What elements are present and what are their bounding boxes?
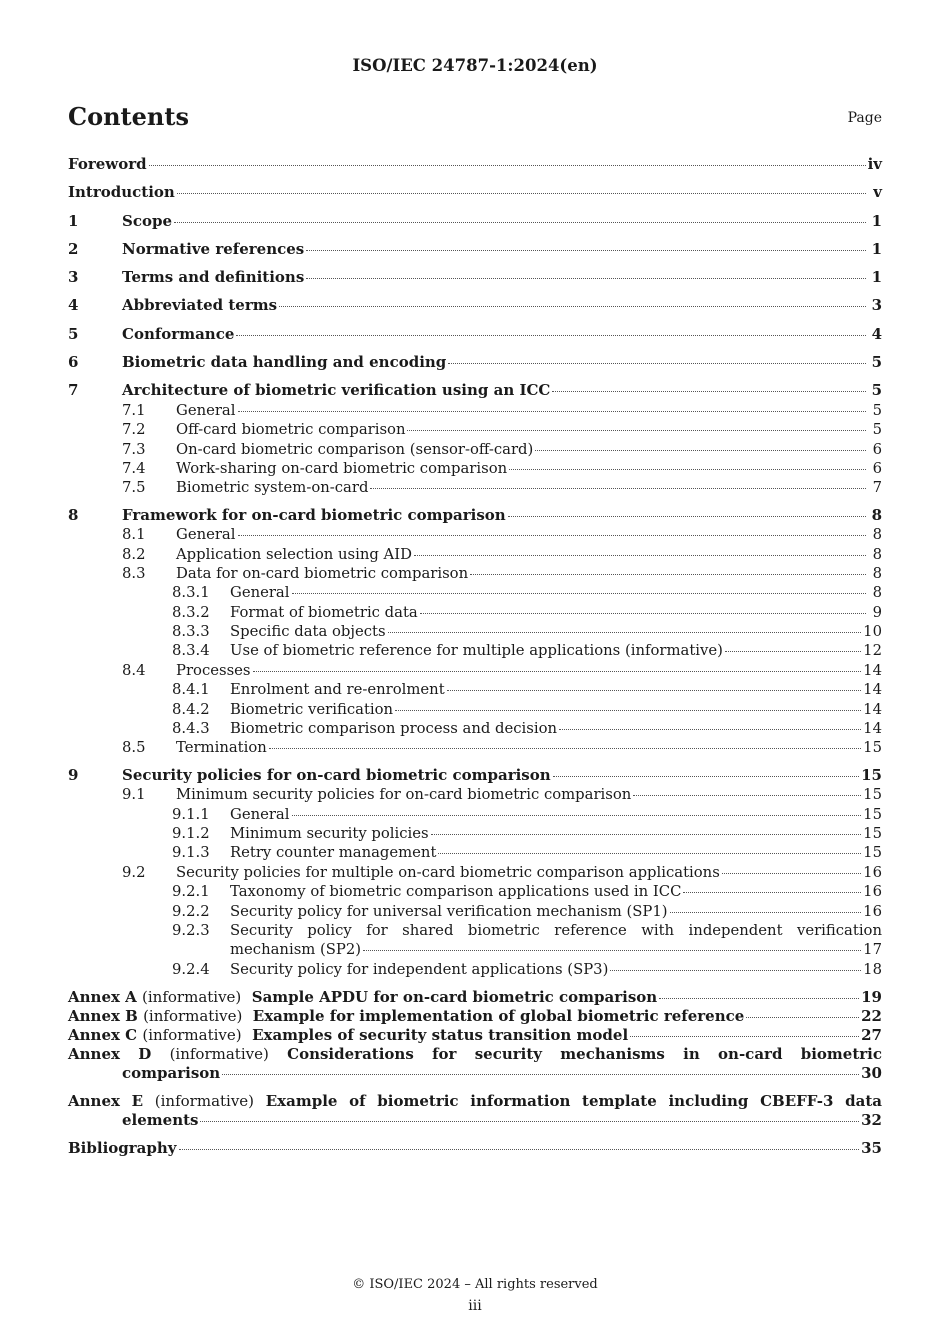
toc-number: 6	[68, 353, 79, 372]
toc-page: 35	[861, 1139, 882, 1158]
toc-entry-8-1[interactable]	[68, 525, 882, 544]
annex-kind: (informative)	[169, 1045, 269, 1064]
toc-number: 9.1.1	[172, 805, 210, 823]
dot-leader	[253, 670, 862, 672]
toc-number: 9.2	[122, 863, 146, 881]
contents-heading: Contents	[68, 102, 189, 131]
toc-title: Abbreviated terms	[122, 296, 278, 315]
toc-number: 8.2	[122, 545, 146, 563]
toc-number: 4	[68, 296, 79, 315]
toc-entry-9-1-1[interactable]	[68, 805, 882, 824]
toc-number: 3	[68, 268, 79, 287]
toc-title: Security policy for independent applications (SP3)	[230, 960, 609, 978]
toc-title: Conformance	[122, 324, 235, 343]
toc-number: 9.1.3	[172, 844, 210, 862]
toc-number: 8.4	[122, 661, 146, 679]
toc-entry-introduction[interactable]	[68, 183, 882, 211]
toc-number: 7.4	[122, 459, 146, 477]
annex-kind: (informative)	[142, 1026, 242, 1045]
toc-entry-bibliography[interactable]	[68, 1139, 882, 1167]
dot-leader	[470, 573, 866, 575]
toc-entry-9[interactable]	[68, 766, 882, 785]
dot-leader	[438, 852, 861, 854]
toc-entry-annex-e[interactable]	[68, 1092, 882, 1130]
toc-entry-8-4-1[interactable]	[68, 680, 882, 699]
dot-leader	[535, 449, 866, 451]
toc-entry-8-4-3[interactable]	[68, 719, 882, 738]
toc-entry-annex-d[interactable]	[68, 1045, 882, 1083]
dot-leader	[238, 410, 867, 412]
toc-number: 8.4.1	[172, 681, 210, 699]
toc-page: 32	[861, 1111, 882, 1130]
toc-page: 14	[863, 700, 882, 718]
toc-page: 8	[871, 505, 882, 524]
toc-title: Taxonomy of biometric comparison applications used in ICC	[230, 883, 682, 901]
toc-title: On-card biometric comparison (sensor-off-card)	[176, 440, 534, 458]
dot-leader	[610, 969, 861, 971]
toc-number: 2	[68, 239, 79, 258]
toc-number: 8.5	[122, 739, 146, 757]
dot-leader	[420, 612, 866, 614]
dot-leader	[447, 689, 862, 691]
toc-page: 16	[863, 902, 882, 920]
toc-title: Foreword	[68, 155, 147, 173]
toc-number: 9	[68, 765, 79, 784]
toc-title: Introduction	[68, 183, 175, 202]
toc-entry-9-1[interactable]	[68, 785, 882, 804]
toc-entry-8-2[interactable]	[68, 545, 882, 564]
toc-page: 14	[863, 720, 882, 738]
page-number: iii	[468, 1298, 482, 1314]
toc-title: Bibliography	[68, 1139, 177, 1158]
toc-title: Security policy for universal verification mechanism (SP1)	[230, 902, 668, 920]
dot-leader	[149, 164, 866, 166]
dot-leader	[722, 872, 861, 874]
dot-leader	[279, 305, 866, 307]
toc-title: Security policies for on-card biometric comparison	[122, 765, 551, 784]
toc-number: 5	[68, 324, 79, 343]
toc-entry-9-1-2[interactable]	[68, 824, 882, 843]
toc-page: 5	[872, 421, 882, 439]
toc-page: 30	[861, 1064, 882, 1083]
toc-title: Biometric system-on-card	[176, 479, 369, 497]
dot-leader	[200, 1120, 859, 1122]
toc-number: 8.1	[122, 526, 146, 544]
dot-leader	[388, 631, 862, 633]
annex-label: Annex C	[68, 1026, 138, 1045]
toc-number: 8.3	[122, 564, 146, 582]
toc-page: 5	[871, 381, 882, 400]
toc-number: 8.4.2	[172, 700, 210, 718]
toc-entry-1[interactable]	[68, 212, 882, 240]
toc-page: 14	[863, 681, 882, 699]
toc-number: 8	[68, 505, 79, 524]
toc-title: Framework for on-card biometric comparison	[122, 505, 506, 524]
dot-leader	[407, 429, 866, 431]
dot-leader	[414, 554, 866, 556]
toc-entry-8-3[interactable]	[68, 564, 882, 583]
toc-page: 3	[871, 296, 882, 315]
toc-entry-9-2[interactable]	[68, 863, 882, 882]
toc-title: General	[230, 805, 290, 823]
toc-entry-foreword[interactable]	[68, 155, 882, 183]
toc-page: 6	[872, 440, 882, 458]
toc-page: 15	[863, 786, 882, 804]
toc-number: 8.3.2	[172, 603, 210, 621]
toc-page: 14	[863, 661, 882, 679]
toc-entry-annex-b[interactable]	[68, 1007, 882, 1026]
toc-page: 17	[863, 941, 882, 959]
toc-page: 8	[872, 584, 882, 602]
toc-title: Minimum security policies for on-card biometric comparison	[176, 786, 632, 804]
toc-page: 19	[861, 988, 882, 1007]
toc-title: Enrolment and re-enrolment	[230, 681, 445, 699]
toc-title: General	[230, 584, 290, 602]
toc-number: 7	[68, 381, 79, 400]
toc-page: 10	[863, 623, 882, 641]
toc-number: 9.2.2	[172, 902, 210, 920]
toc-title-line2: mechanism (SP2)	[230, 941, 362, 959]
toc-number: 7.5	[122, 479, 146, 497]
toc-entry-8-5[interactable]	[68, 738, 882, 757]
toc-page: 22	[861, 1007, 882, 1026]
dot-leader	[448, 362, 866, 364]
dot-leader	[553, 775, 859, 777]
toc-title: Use of biometric reference for multiple applications (informative)	[230, 642, 723, 660]
toc-page: 16	[863, 863, 882, 881]
annex-label: Annex A	[68, 988, 137, 1007]
dot-leader	[683, 891, 861, 893]
dot-leader	[236, 334, 866, 336]
toc-entry-7-4[interactable]	[68, 459, 882, 478]
toc-page: 6	[872, 459, 882, 477]
document-id-header: ISO/IEC 24787-1:2024(en)	[352, 56, 598, 75]
toc-page: 27	[861, 1026, 882, 1045]
dot-leader	[630, 1035, 859, 1037]
toc-number: 7.3	[122, 440, 146, 458]
toc-entry-annex-a[interactable]	[68, 988, 882, 1007]
toc-page: v	[873, 183, 882, 202]
toc-page: 5	[872, 401, 882, 419]
toc-page: 7	[872, 479, 882, 497]
toc-title: Processes	[176, 661, 251, 679]
dot-leader	[177, 192, 866, 194]
toc-title: Termination	[176, 739, 267, 757]
toc-title: Format of biometric data	[230, 603, 418, 621]
toc-title: Off-card biometric comparison	[176, 421, 406, 439]
toc-title: General	[176, 401, 236, 419]
toc-page: 15	[863, 824, 882, 842]
dot-leader	[552, 390, 866, 392]
toc-title-line1: Security policy for shared biometric reference with independent verification	[230, 921, 882, 939]
toc-page: 15	[863, 844, 882, 862]
toc-entry-2[interactable]	[68, 240, 882, 268]
toc-title: Terms and definitions	[122, 268, 305, 287]
dot-leader	[370, 487, 866, 489]
toc-title: Security policies for multiple on-card biometric comparison applications	[176, 863, 720, 881]
toc-number: 8.3.3	[172, 623, 210, 641]
toc-title: Minimum security policies	[230, 824, 429, 842]
dot-leader	[238, 534, 867, 536]
toc-page: 4	[871, 324, 882, 343]
toc-title: Scope	[122, 211, 173, 230]
toc-entry-7-2[interactable]	[68, 420, 882, 439]
dot-leader	[174, 221, 866, 223]
toc-entry-8-4[interactable]	[68, 661, 882, 680]
toc-entry-8[interactable]	[68, 506, 882, 525]
toc-entry-8-3-1[interactable]	[68, 583, 882, 602]
annex-label: Annex B	[68, 1007, 138, 1026]
toc-entry-9-2-4[interactable]	[68, 960, 882, 979]
toc-page: 9	[872, 603, 882, 621]
toc-title: General	[176, 526, 236, 544]
table-of-contents	[68, 155, 882, 1167]
dot-leader	[222, 1073, 859, 1075]
annex-label: Annex D	[68, 1045, 152, 1064]
toc-entry-9-2-3[interactable]	[68, 921, 882, 960]
dot-leader	[633, 794, 861, 796]
annex-kind: (informative)	[142, 988, 242, 1007]
dot-leader	[670, 911, 862, 913]
toc-entry-7-5[interactable]	[68, 478, 882, 497]
toc-page: 15	[861, 765, 882, 784]
toc-number: 9.2.1	[172, 883, 210, 901]
toc-title: Application selection using AID	[176, 545, 412, 563]
dot-leader	[306, 249, 866, 251]
toc-page: 15	[863, 739, 882, 757]
dot-leader	[725, 650, 861, 652]
dot-leader	[269, 747, 861, 749]
toc-page: 8	[872, 526, 882, 544]
toc-page: 1	[871, 239, 882, 258]
dot-leader	[431, 833, 862, 835]
toc-title: Data for on-card biometric comparison	[176, 564, 469, 582]
toc-title-line2: comparison	[122, 1064, 221, 1083]
toc-page: 12	[863, 642, 882, 660]
toc-title: Biometric comparison process and decision	[230, 720, 558, 738]
toc-entry-8-4-2[interactable]	[68, 700, 882, 719]
toc-number: 7.2	[122, 421, 146, 439]
toc-number: 1	[68, 211, 79, 230]
toc-entry-6[interactable]	[68, 353, 882, 381]
toc-entry-annex-c[interactable]	[68, 1026, 882, 1045]
dot-leader	[363, 949, 861, 951]
toc-title: Normative references	[122, 239, 305, 258]
toc-number: 8.3.1	[172, 584, 210, 602]
toc-number: 9.2.3	[172, 921, 210, 939]
dot-leader	[659, 997, 859, 999]
toc-title: Biometric data handling and encoding	[122, 353, 447, 372]
toc-title: Example for implementation of global biometric reference	[252, 1007, 745, 1026]
toc-entry-9-2-1[interactable]	[68, 882, 882, 901]
annex-label: Annex E	[68, 1092, 144, 1111]
toc-title: Work-sharing on-card biometric comparison	[176, 459, 508, 477]
toc-page: 15	[863, 805, 882, 823]
toc-entry-8-3-2[interactable]	[68, 603, 882, 622]
dot-leader	[509, 468, 866, 470]
toc-title-line1: Considerations for security mechanisms in on-card biometric	[287, 1045, 882, 1064]
toc-number: 9.1.2	[172, 824, 210, 842]
toc-number: 9.1	[122, 786, 146, 804]
copyright-notice: © ISO/IEC 2024 – All rights reserved	[352, 1277, 598, 1292]
annex-kind: (informative)	[143, 1007, 243, 1026]
annex-kind: (informative)	[154, 1092, 255, 1111]
toc-title-line2: elements	[122, 1111, 199, 1130]
toc-title: Retry counter management	[230, 844, 437, 862]
dot-leader	[559, 728, 861, 730]
toc-title: Biometric verification	[230, 700, 394, 718]
page-column-label: Page	[847, 110, 882, 126]
toc-title: Examples of security status transition model	[252, 1026, 629, 1045]
toc-entry-7-1[interactable]	[68, 401, 882, 420]
toc-entry-8-3-4[interactable]	[68, 641, 882, 660]
toc-page: 16	[863, 883, 882, 901]
toc-title: Specific data objects	[230, 623, 386, 641]
toc-page: iv	[867, 155, 882, 173]
dot-leader	[292, 814, 862, 816]
toc-entry-7[interactable]	[68, 381, 882, 400]
toc-number: 8.3.4	[172, 642, 210, 660]
toc-title: Sample APDU for on-card biometric comparison	[251, 988, 658, 1007]
toc-entry-9-1-3[interactable]	[68, 843, 882, 862]
dot-leader	[292, 592, 867, 594]
dot-leader	[395, 709, 861, 711]
toc-page: 1	[871, 211, 882, 230]
toc-page: 18	[863, 960, 882, 978]
dot-leader	[746, 1016, 859, 1018]
toc-number: 9.2.4	[172, 960, 210, 978]
toc-page: 8	[872, 545, 882, 563]
toc-page: 5	[871, 353, 882, 372]
toc-page: 8	[872, 564, 882, 582]
toc-entry-3[interactable]	[68, 268, 882, 296]
toc-entry-4[interactable]	[68, 296, 882, 324]
toc-number: 7.1	[122, 401, 146, 419]
dot-leader	[508, 515, 866, 517]
toc-title-line1: Example of biometric information template including CBEFF-3 data	[265, 1092, 882, 1111]
dot-leader	[179, 1148, 860, 1150]
toc-entry-7-3[interactable]	[68, 440, 882, 459]
toc-page: 1	[871, 268, 882, 287]
toc-number: 8.4.3	[172, 720, 210, 738]
toc-entry-9-2-2[interactable]	[68, 902, 882, 921]
dot-leader	[306, 277, 866, 279]
toc-entry-8-3-3[interactable]	[68, 622, 882, 641]
toc-entry-5[interactable]	[68, 325, 882, 353]
toc-title: Architecture of biometric verification using an ICC	[122, 381, 551, 400]
